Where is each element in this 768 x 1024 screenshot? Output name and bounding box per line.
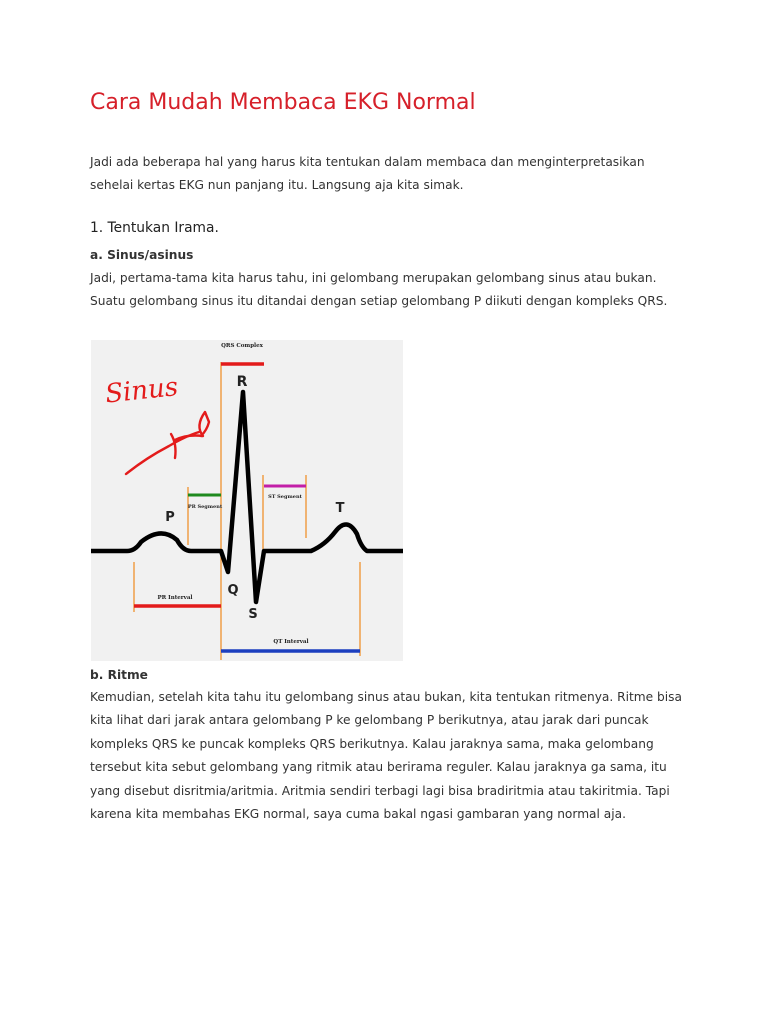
intro-paragraph: Jadi ada beberapa hal yang harus kita tentukan dalam membaca dan menginterpretasikan sehelai kertas EKG nun panjang itu. Langsung aja kita simak. xyxy=(90,155,645,193)
handwritten-sinus-label: Sinus xyxy=(103,372,180,410)
ekg-diagram xyxy=(91,340,403,661)
subheading-sinus: a. Sinus/asinus xyxy=(90,248,194,262)
section-heading-irama: 1. Tentukan Irama. xyxy=(90,220,219,236)
qt-interval-label: QT Interval xyxy=(273,639,309,645)
st-segment-label-text: ST Segment xyxy=(268,494,302,500)
handwritten-arrow-shaft xyxy=(126,432,199,474)
ritme-paragraph: Kemudian, setelah kita tahu itu gelombang sinus atau bukan, kita tentukan ritmenya. Ritme bisa kita lihat dari jarak antara gelombang P ke gelombang P berikutnya, atau jarak dari puncak kompleks QRS ke puncak kompleks QRS berikutnya. Kalau jaraknya sama, maka gelombang tersebut kita sebut gelombang yang ritmik atau berirama reguler. Kalau jaraknya ga sama, itu yang disebut disritmia/aritmia. Aritmia sendiri terbagi lagi bisa bradiritmia atau takiritmia. Tapi karena kita membahas EKG normal, saya cuma bakal ngasi gambaran yang normal aja. xyxy=(90,690,682,822)
pr-interval-label: PR Interval xyxy=(157,595,193,601)
subheading-ritme: b. Ritme xyxy=(90,668,148,682)
s-wave-label: S xyxy=(248,607,258,622)
sinus-paragraph: Jadi, pertama-tama kita harus tahu, ini gelombang merupakan gelombang sinus atau bukan. Suatu gelombang sinus itu ditandai dengan setiap gelombang P diikuti dengan kompleks QRS. xyxy=(90,271,668,309)
q-wave-label: Q xyxy=(227,583,239,598)
pr-segment-label-text: PR Segment xyxy=(187,504,223,510)
r-wave-label: R xyxy=(236,374,248,390)
ecg-trace-line xyxy=(91,392,403,602)
pr-segment-label xyxy=(188,504,223,510)
p-wave-label: P xyxy=(165,510,175,525)
qrs-label xyxy=(221,343,264,349)
ekg-figure xyxy=(91,340,403,661)
qrs-label-line: QRS Complex xyxy=(221,343,263,349)
page-title: Cara Mudah Membaca EKG Normal xyxy=(90,90,476,115)
st-segment-label xyxy=(268,494,302,500)
handwritten-arrow-head xyxy=(171,412,209,458)
t-wave-label: T xyxy=(335,501,345,516)
